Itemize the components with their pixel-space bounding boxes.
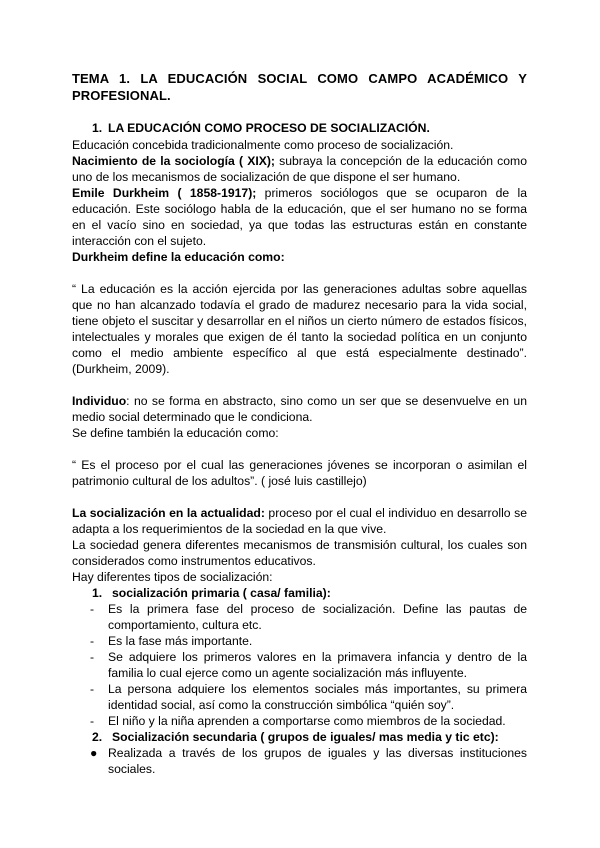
list-item-text: Realizada a través de los grupos de iguales y las diversas instituciones sociales. <box>108 746 527 776</box>
list-item <box>90 713 527 729</box>
section-heading <box>92 120 527 136</box>
mecanismos-paragraph: La sociedad genera diferentes mecanismos de transmisión cultural, los cuales son considerados como instrumentos educativos. <box>72 538 527 568</box>
sociologia-paragraph <box>72 153 527 185</box>
tipos-line: Hay diferentes tipos de socialización: <box>72 570 273 584</box>
individuo-term: Individuo <box>72 394 127 408</box>
list-item <box>90 681 527 713</box>
list-item <box>90 745 527 777</box>
dash-bullet: - <box>90 650 95 664</box>
dash-bullet: - <box>90 682 95 696</box>
durkheim-text: primeros sociólogos que se ocuparon de la educación. Este sociólogo habla de la educación, que el ser humano no se forma en el vacío sino en sociedad, ya que todas las estructuras están en constante interacción con el sujeto. <box>72 186 527 248</box>
durkheim-define-heading: Durkheim define la educación como: <box>72 250 285 264</box>
round-bullet-icon: ● <box>90 746 98 760</box>
list-item-text: Es la primera fase del proceso de socialización. Define las pautas de comportamiento, cultura etc. <box>108 602 527 632</box>
actualidad-term: La socialización en la actualidad: <box>72 506 265 520</box>
dash-bullet: - <box>90 714 95 728</box>
durkheim-term: Emile Durkheim ( 1858-1917); <box>72 186 257 200</box>
dash-bullet: - <box>90 634 95 648</box>
sociologia-text: subraya la concepción de la educación como uno de los mecanismos de socialización de que dispone el ser humano. <box>72 154 527 184</box>
durkheim-quote: “ La educación es la acción ejercida por las generaciones adultas sobre aquellas que no han alcanzado todavía el grado de madurez necesario para la vida social, tiene objeto el suscitar y desarrollar en el niños un cierto número de estados físicos, intelectuales y morales que exigen de él tanto la sociedad política en un conjunto como el medio ambiente específico al que está especialmente destinado”. (Durkheim, 2009). <box>72 282 527 376</box>
actualidad-text: proceso por el cual el individuo en desarrollo se adapta a los requerimientos de la sociedad en la que vive. <box>72 506 527 536</box>
secundaria-heading-text: Socialización secundaria ( grupos de iguales/ mas media y tic etc): <box>112 730 499 744</box>
primaria-heading <box>92 585 527 601</box>
actualidad-paragraph <box>72 505 527 537</box>
list-item <box>90 633 527 649</box>
define-tambien-line: Se define también la educación como: <box>72 426 279 440</box>
list-item-text: Se adquiere los primeros valores en la primavera infancia y dentro de la familia lo cual ejerce como un agente socialización más influyente. <box>108 650 527 680</box>
list-item-text: La persona adquiere los elementos sociales más importantes, su primera identidad social, así como la construcción simbólica “quién soy”. <box>108 682 527 712</box>
list-item <box>90 649 527 681</box>
durkheim-paragraph <box>72 185 527 249</box>
section-number: 1. <box>92 121 103 135</box>
primaria-heading-text: socialización primaria ( casa/ familia): <box>112 586 331 600</box>
castillejo-quote: “ Es el proceso por el cual las generaciones jóvenes se incorporan o asimilan el patrimonio cultural de los adultos”. ( josé luis castillejo) <box>72 458 527 488</box>
dash-bullet: - <box>90 602 95 616</box>
document-title: TEMA 1. LA EDUCACIÓN SOCIAL COMO CAMPO ACADÉMICO Y PROFESIONAL. <box>72 71 527 103</box>
primaria-number: 1. <box>92 586 103 600</box>
sociologia-term: Nacimiento de la sociología ( XIX); <box>72 154 275 168</box>
intro-paragraph: Educación concebida tradicionalmente como proceso de socialización. <box>72 138 454 152</box>
secundaria-heading <box>92 729 527 745</box>
list-item-text: El niño y la niña aprenden a comportarse como miembros de la sociedad. <box>108 714 506 728</box>
section-heading-text: LA EDUCACIÓN COMO PROCESO DE SOCIALIZACIÓN. <box>108 121 430 135</box>
secundaria-number: 2. <box>92 730 103 744</box>
individuo-paragraph <box>72 393 527 425</box>
individuo-text: : no se forma en abstracto, sino como un ser que se desenvuelve en un medio social determinado que le condiciona. <box>72 394 527 424</box>
list-item-text: Es la fase más importante. <box>108 634 253 648</box>
list-item <box>90 601 527 633</box>
